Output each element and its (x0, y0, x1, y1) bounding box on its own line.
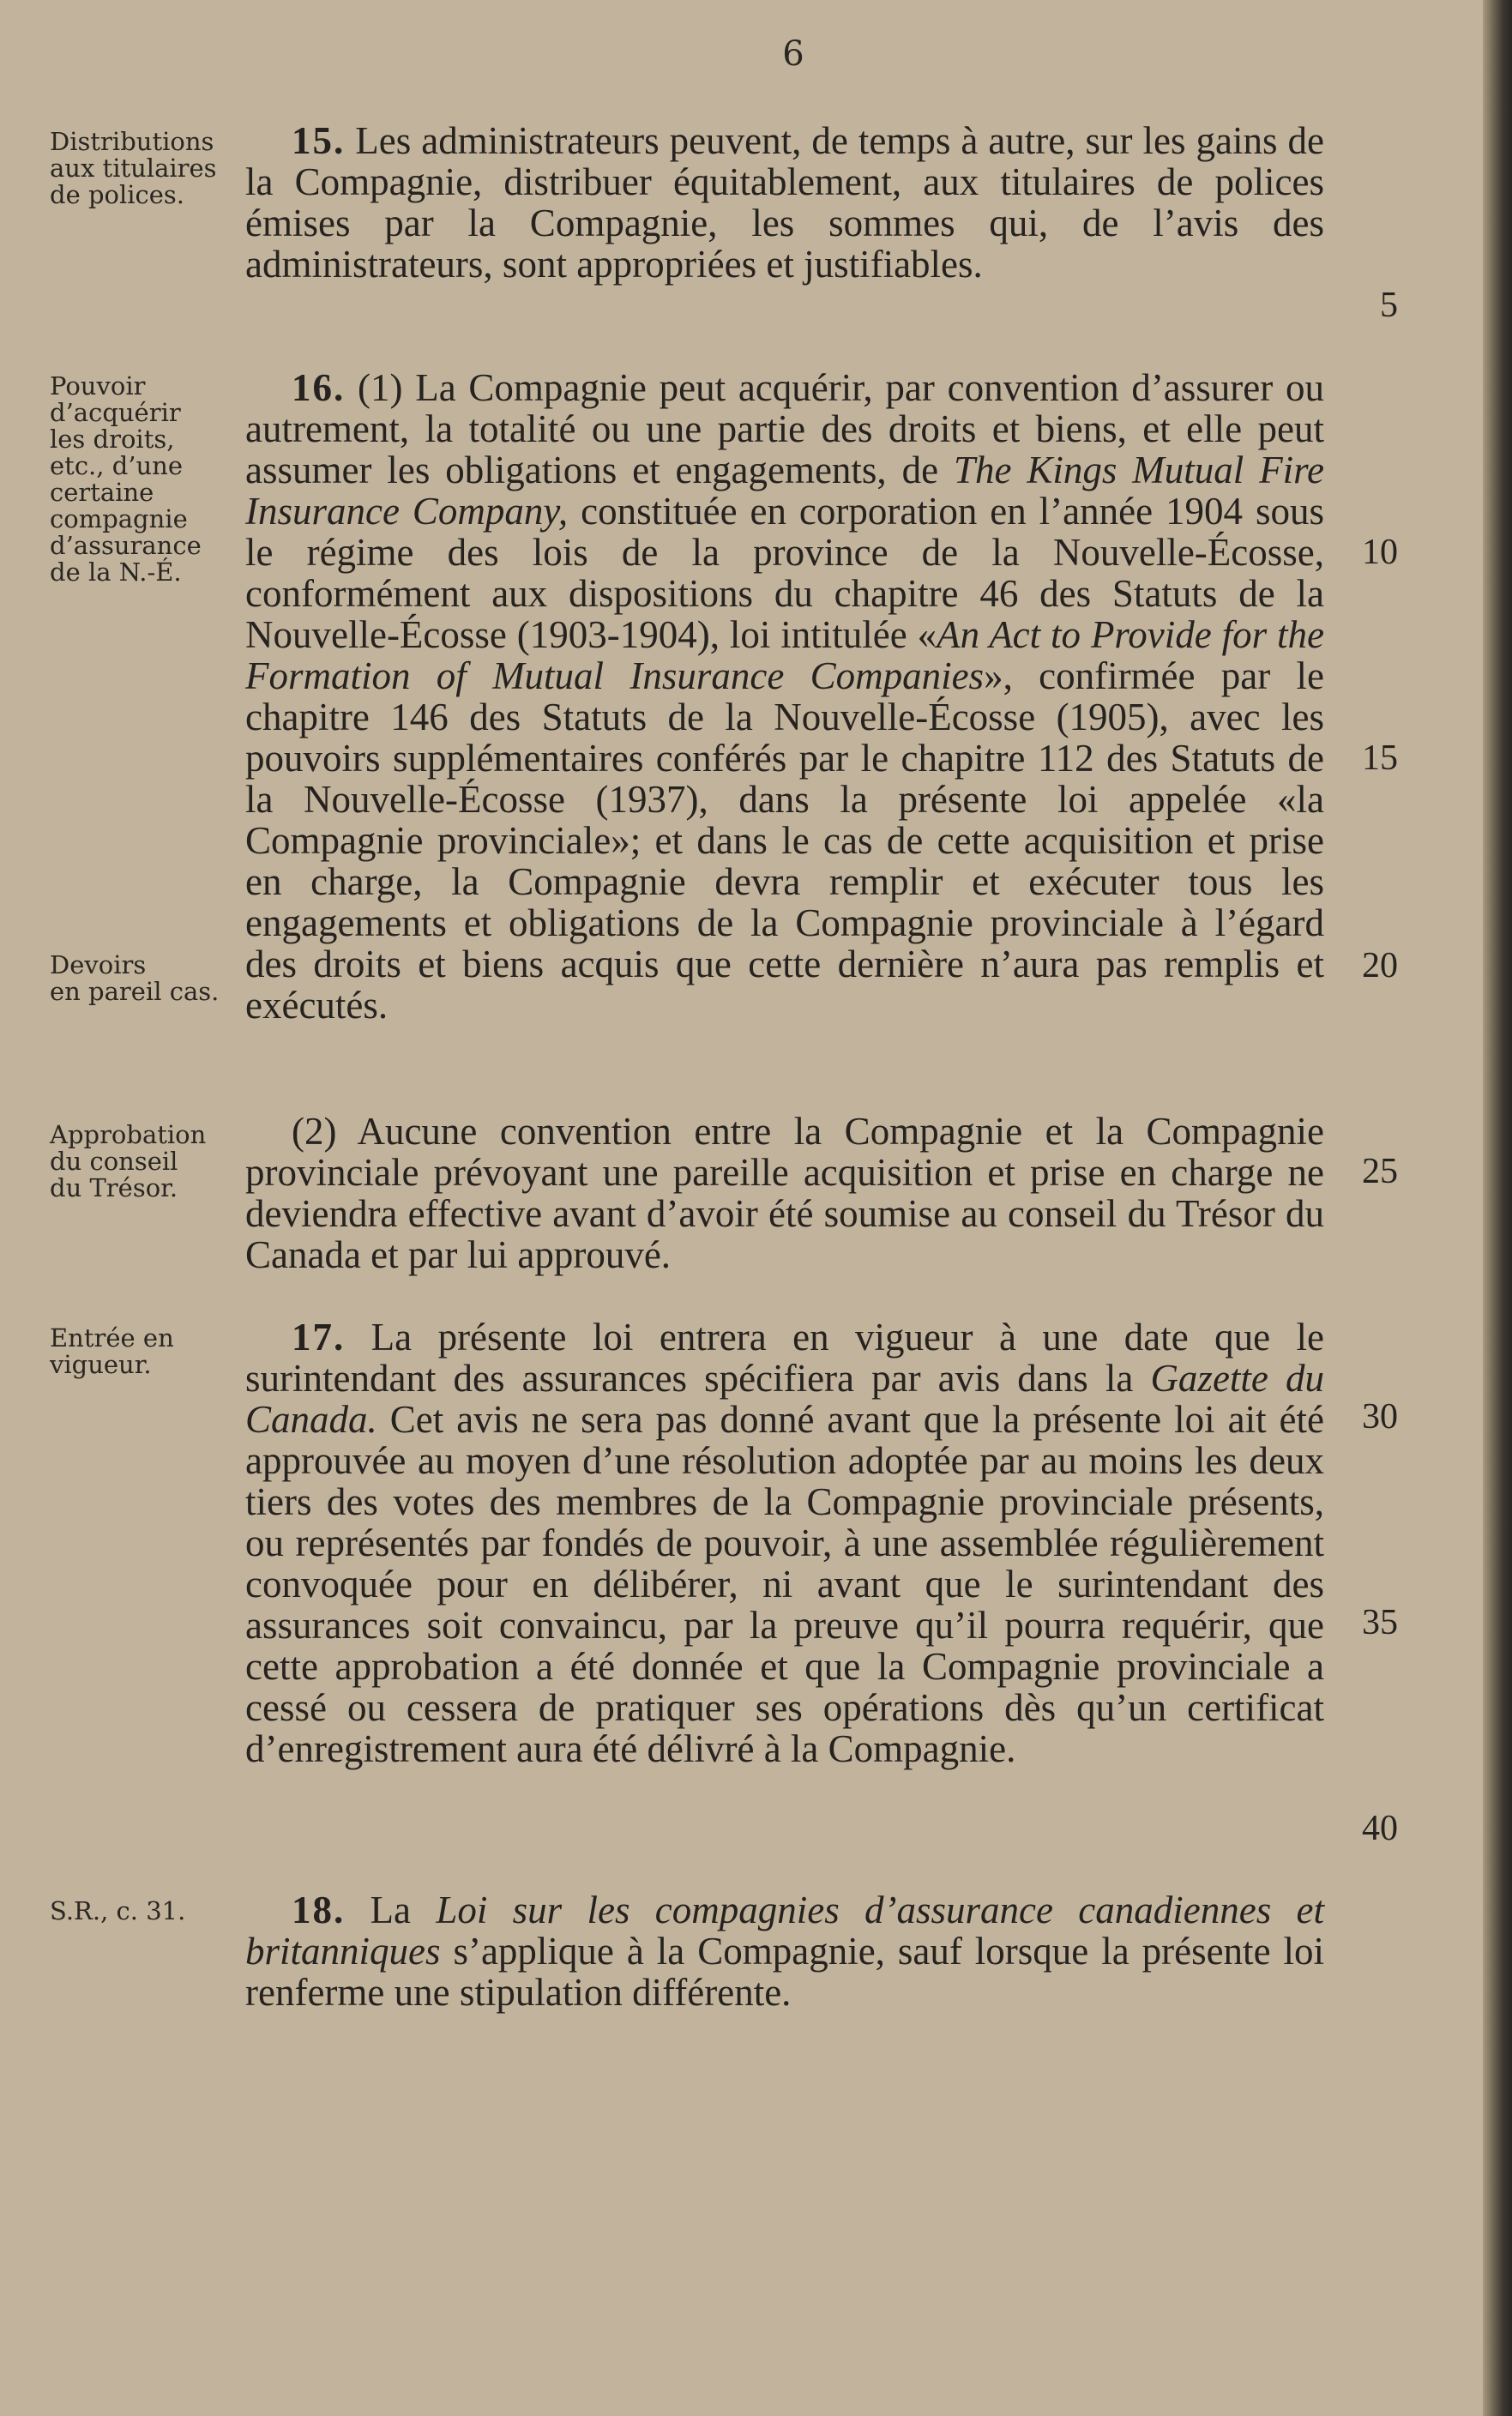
gazette-title: Gazette du Canada. (245, 1357, 1324, 1441)
section-15 (245, 120, 1324, 285)
margin-note-approbation: Approbation du conseil du Trésor. (50, 1120, 207, 1202)
margin-note-entree: Entrée en vigueur. (50, 1323, 174, 1379)
act-title: An Act to Provide for the Formation of Mutual Insurance Companies (245, 613, 1324, 697)
margin-note-distributions: Distributions aux titulaires de polices. (50, 127, 217, 209)
section-text: s’applique à la Compagnie, sauf lorsque la présente loi renferme une stipulation différente. (245, 1930, 1324, 2014)
line-number: 15 (1362, 738, 1398, 778)
margin-note-sr: S.R., c. 31. (50, 1896, 186, 1925)
line-number: 10 (1362, 533, 1398, 572)
line-number: 25 (1362, 1152, 1398, 1191)
company-name: The Kings Mutual Fire Insurance Company, (245, 449, 1324, 533)
section-number: 15. (292, 119, 346, 162)
page-number: 6 (782, 34, 804, 74)
section-number: 17. (292, 1316, 346, 1359)
section-17 (245, 1316, 1324, 1769)
section-16-2 (245, 1111, 1324, 1275)
line-number: 30 (1362, 1397, 1398, 1437)
section-text: La présente loi entrera en vigueur à une date que le surintendant des assurances spécifiera par avis dans la (245, 1316, 1324, 1400)
margin-note-devoirs: Devoirs en pareil cas. (50, 950, 220, 1006)
subsection-text: (2) Aucune convention entre la Compagnie et la Compagnie provinciale prévoyant une pareille acquisition et prise en charge ne deviendra effective avant d’avoir été soumise au conseil du Trésor du Canada et par lui approuvé. (245, 1110, 1324, 1276)
section-number: 16. (292, 366, 346, 409)
section-text: La (345, 1889, 437, 1931)
page-edge (1483, 0, 1512, 2416)
section-text: », confirmée par le chapitre 146 des Statuts de la Nouvelle-Écosse (1905), avec les pouvoirs supplémentaires conférés par le chapitre 112 des Statuts de la Nouvelle-Écosse (1937), dans la présente loi appelée «la Compagnie provinciale»; et dans le cas de cette acquisition et prise en charge, la Compagnie devra remplir et exécuter tous les engagements et obligations de la Compagnie provinciale à l’égard des droits et biens acquis que cette dernière n’aura pas remplis et exécutés. (245, 654, 1324, 1027)
section-text: constituée en corporation en l’année 1904 sous le régime des lois de la province de la Nouvelle-Écosse, conformément aux dispositions du chapitre 46 des Statuts de la Nouvelle-Écosse (1903-1904), loi intitulée « (245, 490, 1324, 656)
law-title: Loi sur les compagnies d’assurance canadiennes et britanniques (245, 1889, 1324, 1973)
margin-note-pouvoir: Pouvoir d’acquérir les droits, etc., d’une certaine compagnie d’assurance de la N.-É. (50, 371, 202, 587)
section-text: (1) La Compagnie peut acquérir, par convention d’assurer ou autrement, la totalité ou une partie des droits et biens, et elle peut assumer les obligations et engagements, de (245, 366, 1324, 491)
line-number: 5 (1380, 286, 1398, 325)
line-number: 20 (1362, 946, 1398, 985)
section-text: Cet avis ne sera pas donné avant que la présente loi ait été approuvée au moyen d’une résolution adoptée par au moins les deux tiers des votes des membres de la Compagnie provinciale présents, ou représentés par fondés de pouvoir, à une assemblée régulièrement convoquée pour en délibérer, ni avant que le surintendant des assurances soit convaincu, par la preuve qu’il pourra requérir, que cette approbation a été donnée et que la Compagnie provinciale a cessé ou cessera de pratiquer ses opérations dès qu’un certificat d’enregistrement aura été délivré à la Compagnie. (245, 1398, 1324, 1770)
line-number: 35 (1362, 1603, 1398, 1642)
section-text: Les administrateurs peuvent, de temps à autre, sur les gains de la Compagnie, distribuer équitablement, aux titulaires de polices émises par la Compagnie, les sommes qui, de l’avis des administrateurs, sont appropriées et justifiables. (245, 119, 1324, 286)
section-number: 18. (292, 1889, 346, 1931)
section-16-1 (245, 367, 1324, 1026)
section-18 (245, 1889, 1324, 2013)
line-number: 40 (1362, 1809, 1398, 1848)
